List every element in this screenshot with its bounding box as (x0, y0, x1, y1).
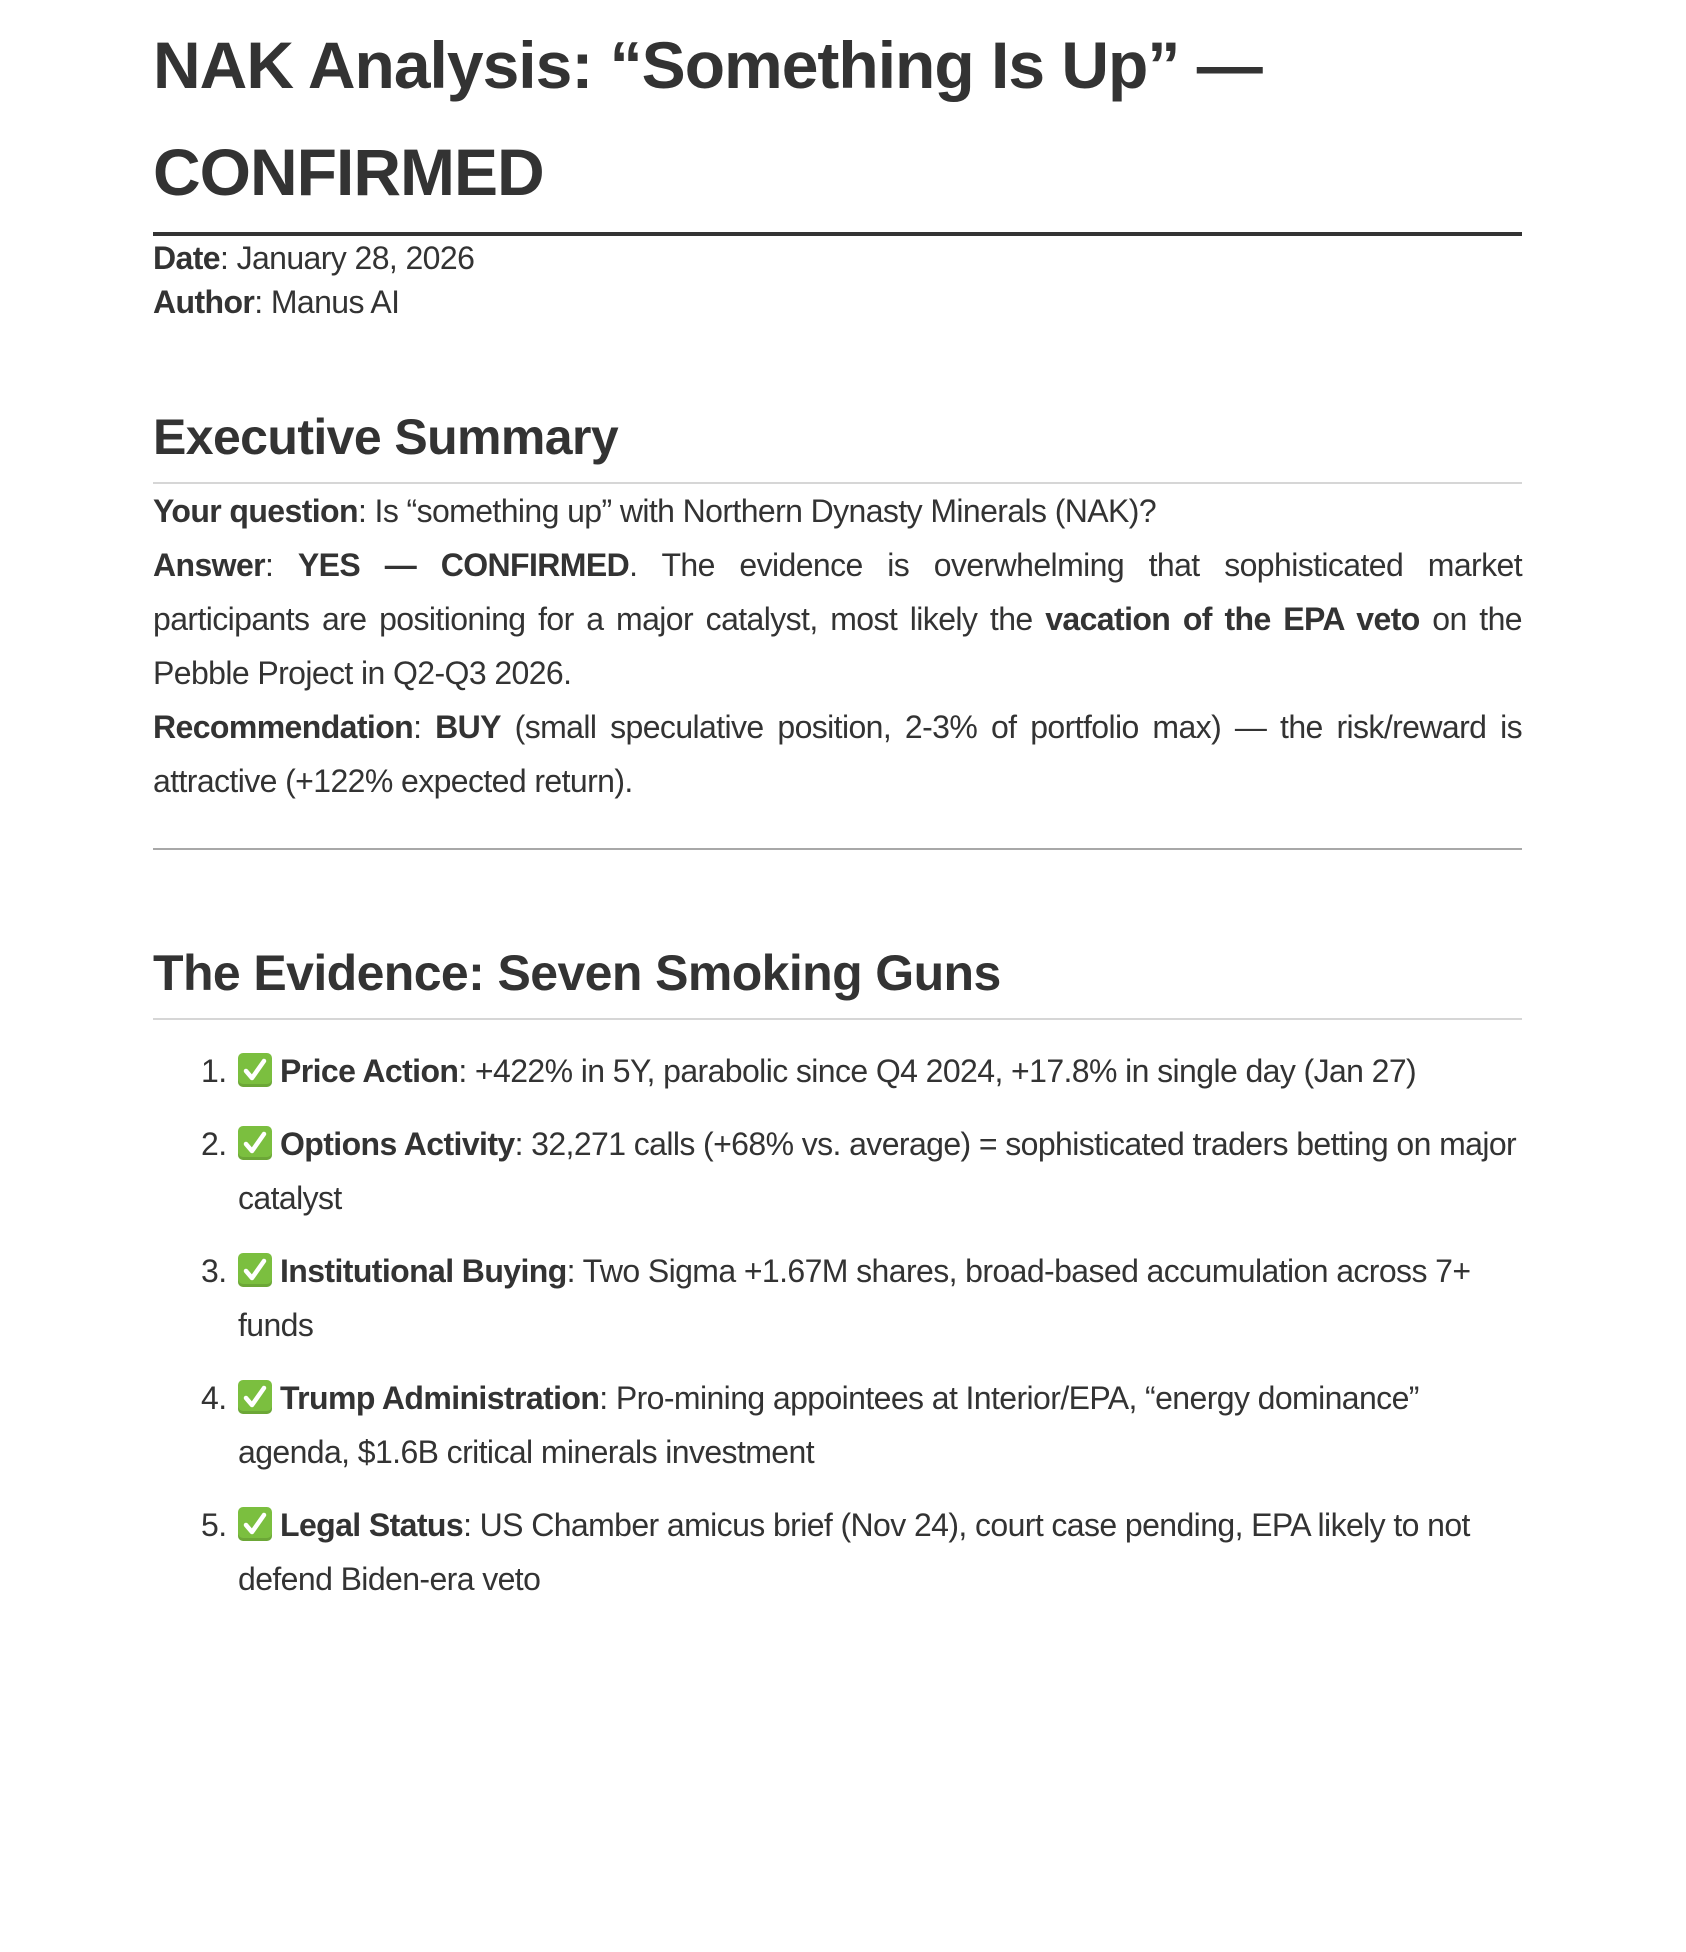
list-number: 3. (201, 1253, 227, 1289)
evidence-list (153, 1044, 1522, 1606)
white-check-mark-icon (238, 1253, 272, 1287)
question-paragraph: Your question: Is “something up” with Northern Dynasty Minerals (NAK)? (153, 493, 1157, 529)
answer-paragraph: Answer: YES — CONFIRMED. The evidence is overwhelming that sophisticated market participants are positioning for a major catalyst, most likely the vacation of the EPA veto on the Pebble Project in Q2-Q3 2026. (153, 547, 1522, 691)
page-title: NAK Analysis: “Something Is Up” — CONFIRMED (153, 28, 1262, 209)
executive-summary-heading: Executive Summary (153, 406, 1522, 484)
white-check-mark-icon (238, 1507, 272, 1541)
evidence-item (153, 1044, 1522, 1098)
evidence-label: Institutional Buying (280, 1253, 567, 1289)
recommendation-text: (small speculative position, 2-3% of portfolio max) — the risk/reward is attractive (+122% expected return). (153, 709, 1522, 799)
evidence-text: : Pro-mining appointees at Interior/EPA, “energy dominance” agenda, $1.6B critical minerals investment (238, 1380, 1419, 1470)
answer-text-2: on the Pebble Project in Q2-Q3 2026. (153, 601, 1522, 691)
white-check-mark-icon (238, 1053, 272, 1087)
evidence-text: : 32,271 calls (+68% vs. average) = sophisticated traders betting on major catalyst (238, 1126, 1517, 1216)
answer-catalyst: vacation of the EPA veto (1045, 601, 1420, 637)
answer-text-1: . The evidence is overwhelming that sophisticated market participants are positioning for a major catalyst, most likely the (153, 547, 1522, 637)
evidence-label: Options Activity (280, 1126, 515, 1162)
evidence-label: Legal Status (280, 1507, 464, 1543)
author-label: Author (153, 284, 255, 320)
evidence-label: Trump Administration (280, 1380, 600, 1416)
meta-author: Author: Manus AI (153, 284, 400, 320)
answer-verdict: YES — CONFIRMED (297, 547, 630, 583)
document-page (153, 0, 1522, 1625)
evidence-heading: The Evidence: Seven Smoking Guns (153, 942, 1522, 1020)
evidence-item (153, 1498, 1522, 1606)
evidence-text: : Two Sigma +1.67M shares, broad-based accumulation across 7+ funds (238, 1253, 1471, 1343)
date-label: Date (153, 240, 220, 276)
evidence-item (153, 1244, 1522, 1352)
white-check-mark-icon (238, 1126, 272, 1160)
evidence-item (153, 1371, 1522, 1479)
question-text: Is “something up” with Northern Dynasty Minerals (NAK)? (374, 493, 1157, 529)
recommendation-verdict: BUY (435, 709, 501, 745)
list-number: 4. (201, 1380, 227, 1416)
recommendation-label: Recommendation (153, 709, 414, 745)
question-label: Your question (153, 493, 358, 529)
answer-label: Answer (153, 547, 265, 583)
evidence-label: Price Action (280, 1053, 459, 1089)
evidence-text: : US Chamber amicus brief (Nov 24), court case pending, EPA likely to not defend Biden-era veto (238, 1507, 1470, 1597)
list-number: 2. (201, 1126, 227, 1162)
recommendation-paragraph: Recommendation: BUY (small speculative position, 2-3% of portfolio max) — the risk/reward is attractive (+122% expected return). (153, 709, 1522, 799)
list-number: 1. (201, 1053, 227, 1089)
white-check-mark-icon (238, 1380, 272, 1414)
section-divider (153, 848, 1522, 850)
evidence-text: : +422% in 5Y, parabolic since Q4 2024, +17.8% in single day (Jan 27) (458, 1053, 1417, 1089)
list-number: 5. (201, 1507, 227, 1543)
date-value: January 28, 2026 (236, 240, 475, 276)
meta-date: Date: January 28, 2026 (153, 240, 475, 276)
author-value: Manus AI (270, 284, 400, 320)
evidence-item (153, 1117, 1522, 1225)
